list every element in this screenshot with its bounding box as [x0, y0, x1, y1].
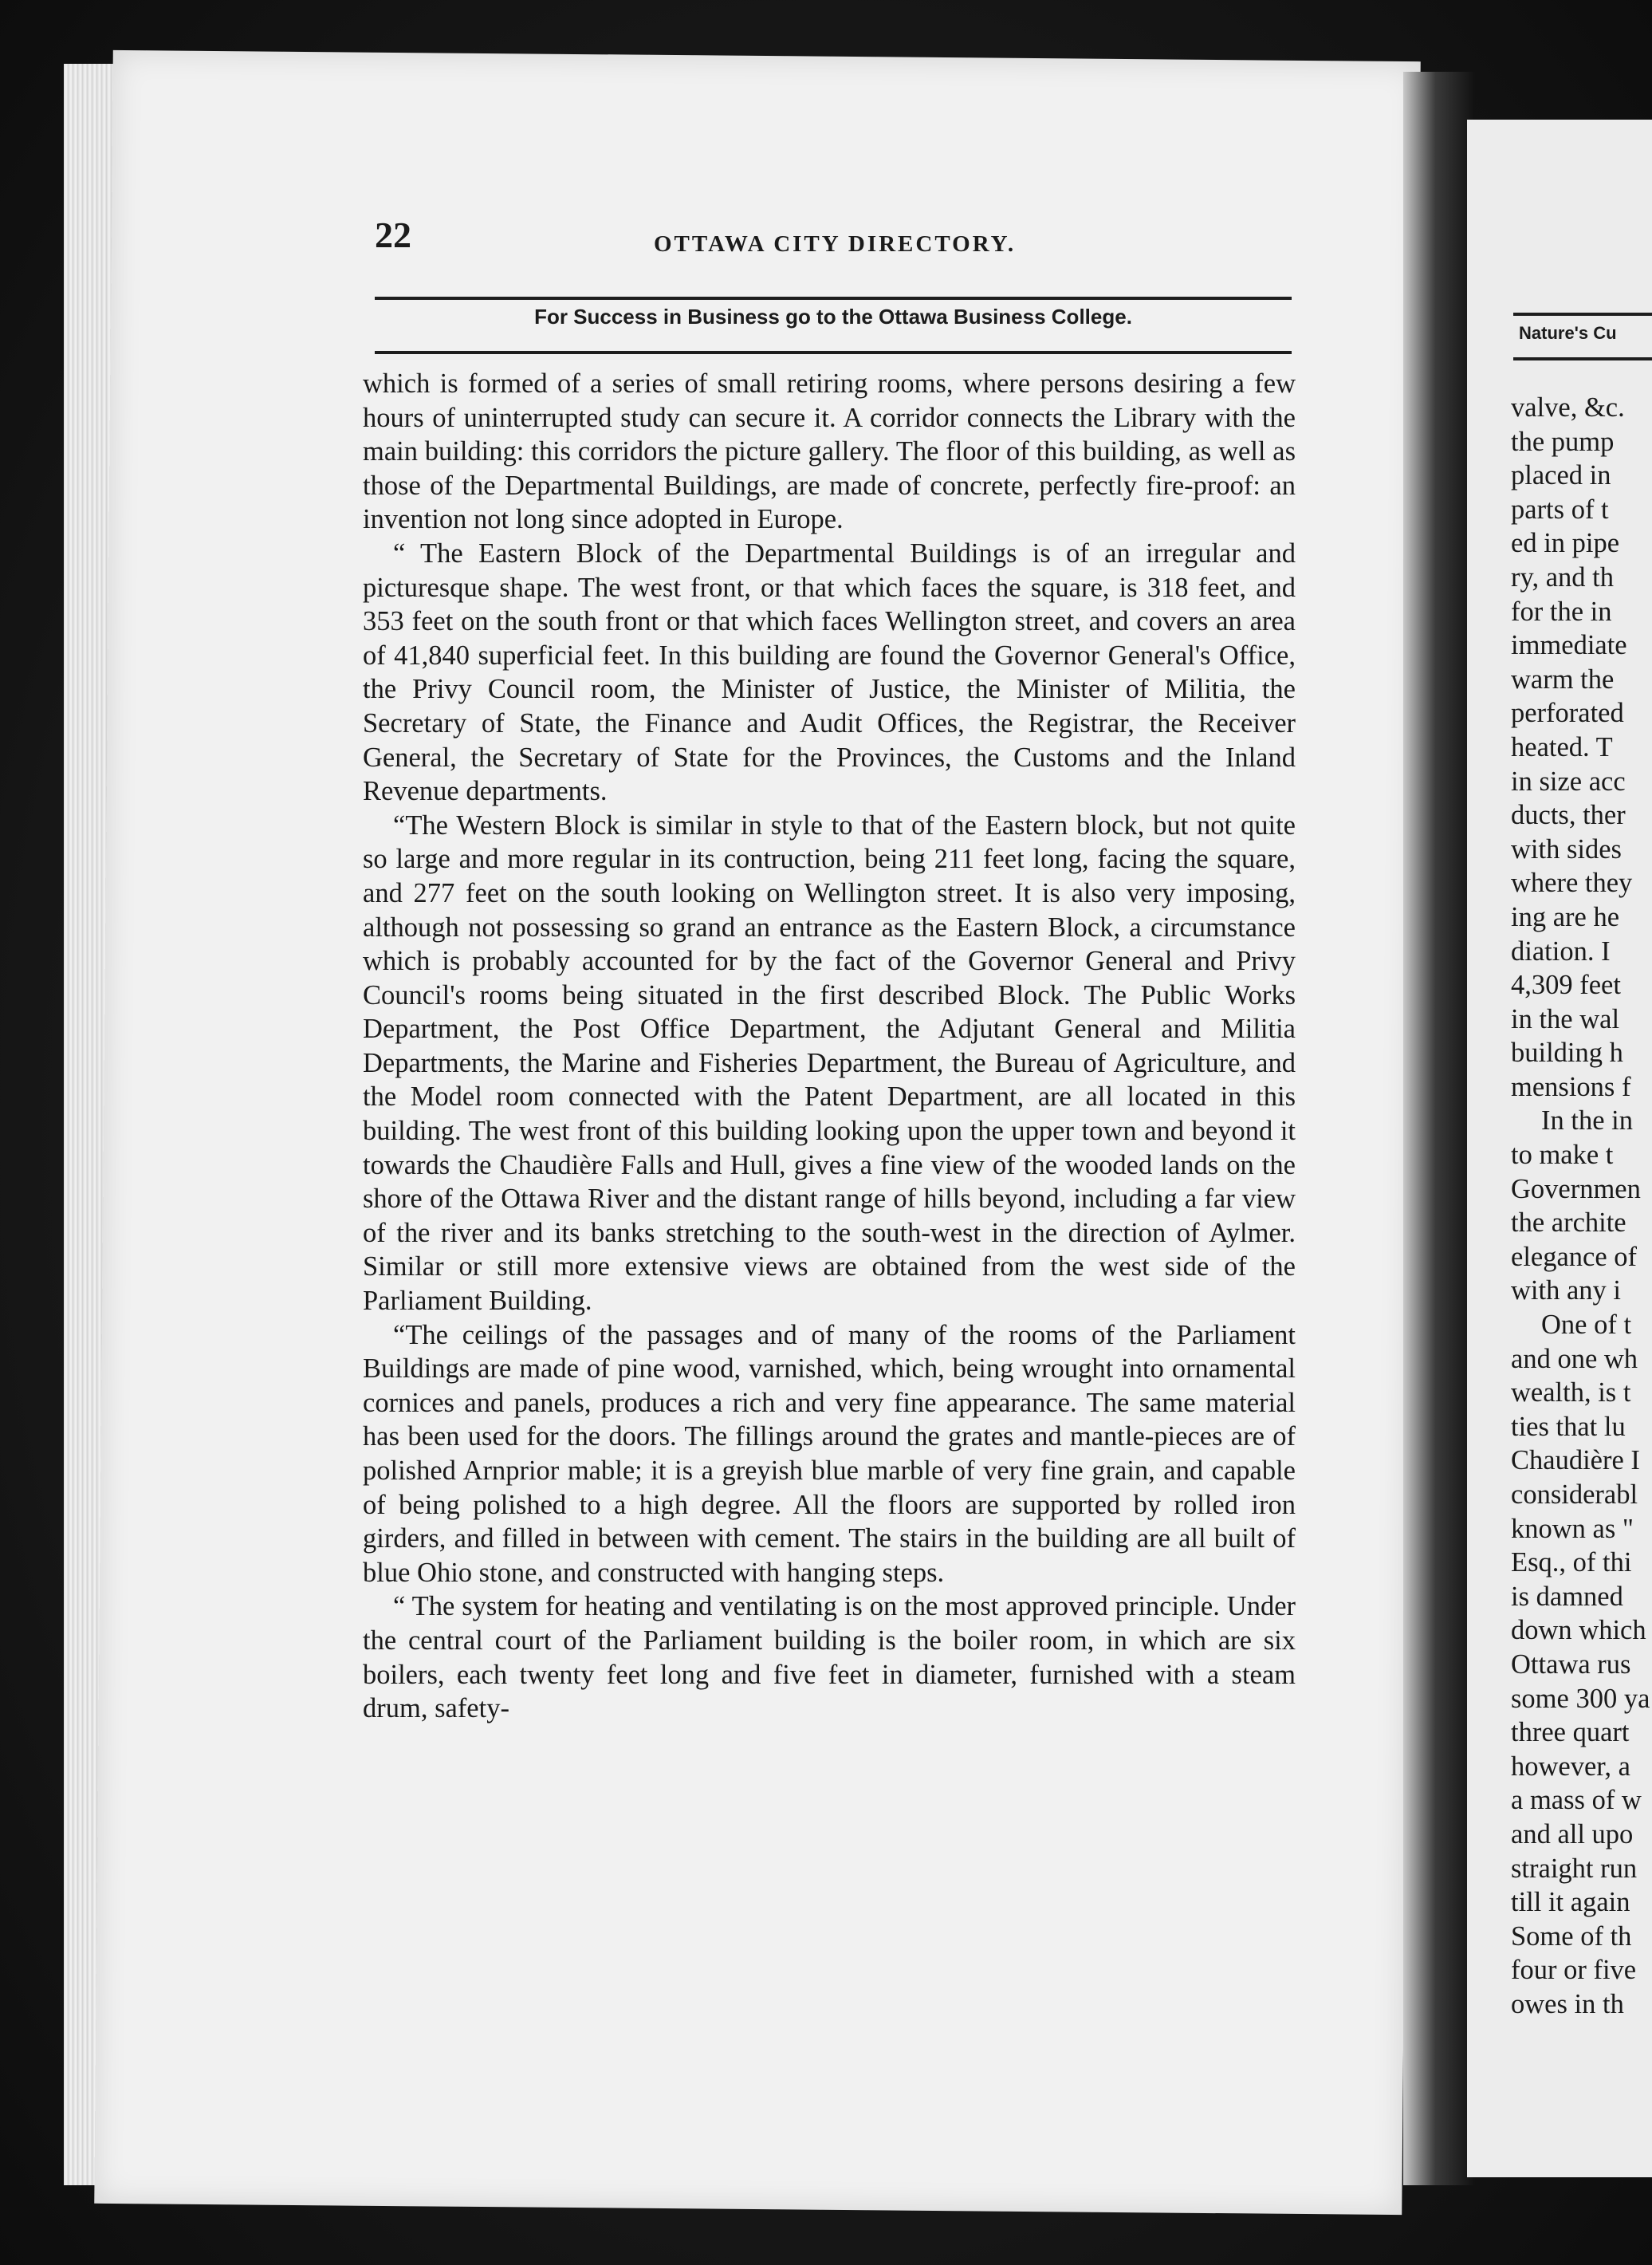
right-page-line: ed in pipe — [1511, 528, 1620, 559]
body-text — [363, 367, 1296, 1726]
right-page-line: Chaudière I — [1511, 1445, 1640, 1476]
right-page-line: owes in th — [1511, 1988, 1624, 2019]
right-page-line: however, a — [1511, 1751, 1630, 1782]
right-page-line: One of t — [1541, 1310, 1632, 1341]
book-gutter — [1403, 72, 1475, 2185]
paragraph: which is formed of a series of small retiring rooms, where persons desiring a few hours of uninterrupted study can secure it. A corridor connects the Library with the main building: this corridors the picture gallery. The floor of this building, as well as those of the Departmental Buildings, are made of concrete, perfectly fire-proof: an invention not long since adopted in Europe. — [363, 368, 1296, 535]
right-page-line: for the in — [1511, 596, 1612, 627]
right-page-line: some 300 ya — [1511, 1683, 1650, 1714]
right-page-line: to make t — [1511, 1140, 1614, 1171]
right-page-line: parts of t — [1511, 494, 1609, 525]
header-rule-bottom — [375, 351, 1292, 354]
right-page-line: the pump — [1511, 426, 1615, 457]
right-page-line: till it again — [1511, 1887, 1630, 1918]
right-page-line: building h — [1511, 1038, 1623, 1069]
right-page-line: mensions f — [1511, 1071, 1631, 1102]
right-header-rule-top — [1513, 313, 1652, 316]
right-page-line: with any i — [1511, 1275, 1621, 1306]
right-page-line: Governmen — [1511, 1173, 1641, 1204]
right-page-line: Esq., of thi — [1511, 1547, 1632, 1578]
right-page-line: and all upo — [1511, 1818, 1634, 1849]
right-page-line: In the in — [1541, 1105, 1633, 1136]
right-page-line: ry, and th — [1511, 561, 1615, 593]
right-page-line: known as " — [1511, 1513, 1634, 1544]
right-page-line: considerabl — [1511, 1479, 1638, 1510]
right-page-line: 4,309 feet — [1511, 970, 1621, 1001]
right-page-line: diation. I — [1511, 936, 1611, 967]
header-rule-top — [375, 297, 1292, 300]
right-page-line: in size acc — [1511, 766, 1626, 797]
advertisement-line: For Success in Business go to the Ottawa Business College. — [534, 305, 1132, 329]
right-page-line: ducts, ther — [1511, 800, 1626, 831]
right-page-line: and one wh — [1511, 1343, 1638, 1374]
right-page-line: ties that lu — [1511, 1411, 1626, 1442]
right-page-line: warm the — [1511, 664, 1615, 695]
right-page-line: four or five — [1511, 1955, 1637, 1986]
right-page-line: valve, &c. — [1511, 392, 1625, 423]
right-page-line: down which — [1511, 1615, 1646, 1646]
right-page-line: wealth, is t — [1511, 1377, 1631, 1408]
right-page-line: heated. T — [1511, 731, 1613, 762]
right-page-text — [1511, 391, 1652, 2022]
paragraph: “The Western Block is similar in style to that of the Eastern block, but not quite so large and more regular in its contruction, being 211 feet long, facing the square, and 277 feet on the south looking on Wellington street. It is also very imposing, although not possessing so grand an entrance as the Eastern Block, a circumstance which is probably accounted for by the fact of the Governor General and Privy Council's rooms being situated in the first described Block. The Public Works Department, the Post Office Department, the Adjutant General and Militia Departments, the Marine and Fisheries Department, the Bureau of Agriculture, and the Model room connected with the Patent Department, are all located in this building. The west front of this building looking upon the upper town and beyond it towards the Chaudière Falls and Hull, gives a fine view of the wooded lands on the shore of the Ottawa River and the distant range of hills beyond, including a far view of the river and its banks stretching to the south-west in the direction of Aylmer. Similar or still more extensive views are obtained from the west side of the Parliament Building. — [363, 809, 1296, 1317]
right-page-line: three quart — [1511, 1717, 1630, 1748]
paragraph: “ The Eastern Block of the Departmental Buildings is of an irregular and picturesque shape. The west front, or that which faces the square, is 318 feet, and 353 feet on the south front or that which faces Wellington street, and covers an area of 41,840 superficial feet. In this building are found the Governor General's Office, the Privy Council room, the Minister of Justice, the Minister of Militia, the Secretary of State, the Finance and Audit Offices, the Registrar, the Receiver General, the Secretary of State for the Provinces, the Customs and the Inland Revenue departments. — [363, 538, 1296, 807]
paragraph: “ The system for heating and ventilating is on the most approved principle. Under the central court of the Parliament building is the boiler room, in which are six boilers, each twenty feet long and five feet in diameter, furnished with a steam drum, safety- — [363, 1591, 1296, 1724]
right-page-line: a mass of w — [1511, 1785, 1642, 1816]
running-head: OTTAWA CITY DIRECTORY. — [654, 231, 1017, 257]
right-page-line: in the wal — [1511, 1003, 1620, 1034]
right-page-line: immediate — [1511, 630, 1627, 661]
right-page-line: elegance of — [1511, 1241, 1638, 1272]
right-page-line: ing are he — [1511, 901, 1620, 932]
right-page-line: Ottawa rus — [1511, 1649, 1631, 1680]
right-page-line: Some of th — [1511, 1920, 1632, 1952]
right-page-line: placed in — [1511, 460, 1611, 491]
right-running-head: Nature's Cu — [1519, 323, 1617, 343]
right-page-line: with sides — [1511, 833, 1622, 865]
right-page-line: the archite — [1511, 1207, 1626, 1239]
right-header-rule-bottom — [1513, 357, 1652, 360]
right-page-line: is damned — [1511, 1581, 1623, 1612]
right-page-line: perforated — [1511, 698, 1624, 729]
paragraph: “The ceilings of the passages and of many of the rooms of the Parliament Buildings are made of pine wood, varnished, which, being wrought into ornamental cornices and panels, produces a rich and very fine appearance. The same material has been used for the doors. The fillings around the grates and mantle-pieces are of polished Arnprior mable; it is a greyish blue marble of very fine grain, and capable of being polished to a high degree. All the floors are supported by rolled iron girders, and filled in between with cement. The stairs in the building are all built of blue Ohio stone, and constructed with hanging steps. — [363, 1319, 1296, 1588]
right-page-line: straight run — [1511, 1853, 1638, 1884]
right-page-line: where they — [1511, 868, 1633, 899]
page-number: 22 — [375, 215, 411, 255]
